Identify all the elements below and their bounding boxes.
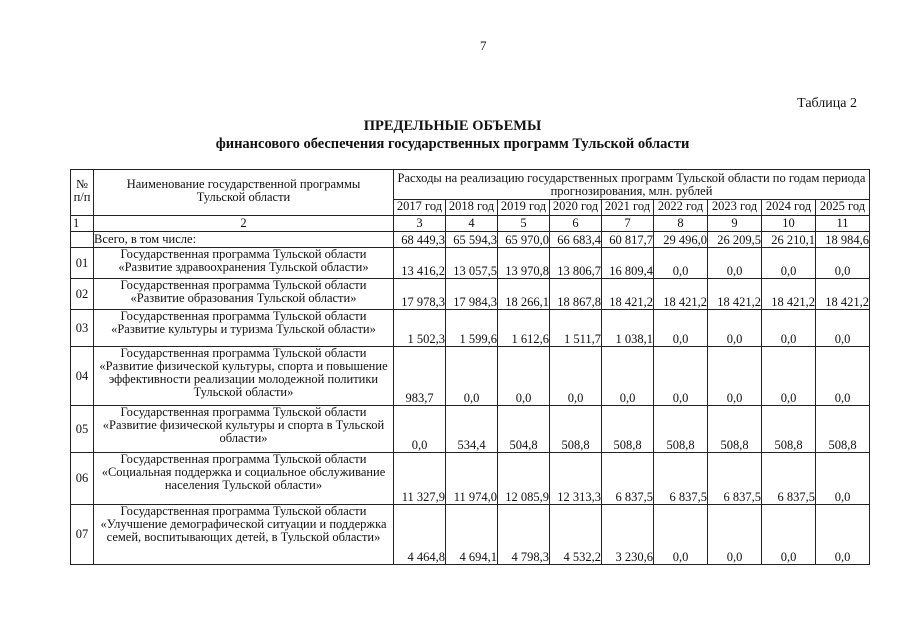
- program-value: 16 809,4: [602, 248, 654, 279]
- program-value: 983,7: [394, 347, 446, 406]
- year-header: 2018 год: [446, 200, 498, 216]
- program-value: 0,0: [816, 505, 870, 565]
- column-number-row: [71, 216, 870, 232]
- program-value: 508,8: [708, 406, 762, 453]
- column-number: 6: [550, 216, 602, 232]
- year-header: 2020 год: [550, 200, 602, 216]
- program-value: 13 806,7: [550, 248, 602, 279]
- program-value: 0,0: [550, 347, 602, 406]
- program-value: 6 837,5: [708, 453, 762, 505]
- program-value: 18 867,8: [550, 279, 602, 310]
- program-name: Государственная программа Тульской области «Развитие образования Тульской области»: [94, 279, 394, 310]
- header-expenses: Расходы на реализацию государственных программ Тульской области по годам периода прогнозирования, млн. рублей: [394, 170, 870, 200]
- program-value: 508,8: [602, 406, 654, 453]
- program-value: 1 599,6: [446, 310, 498, 347]
- column-number: 3: [394, 216, 446, 232]
- program-value: 0,0: [816, 453, 870, 505]
- header-name: Наименование государственной программы Тульской области: [94, 170, 394, 216]
- program-row: [71, 453, 870, 505]
- program-value: 0,0: [708, 310, 762, 347]
- program-value: 4 694,1: [446, 505, 498, 565]
- total-value: 29 496,0: [654, 232, 708, 248]
- column-number: 11: [816, 216, 870, 232]
- year-header: 2019 год: [498, 200, 550, 216]
- table-label: Таблица 2: [797, 96, 857, 111]
- program-value: 0,0: [762, 310, 816, 347]
- column-number: 5: [498, 216, 550, 232]
- document-title: ПРЕДЕЛЬНЫЕ ОБЪЕМЫ: [363, 118, 542, 134]
- program-name: Государственная программа Тульской области «Развитие культуры и туризма Тульской области»: [94, 310, 394, 347]
- document-subtitle: финансового обеспечения государственных программ Тульской области: [215, 136, 690, 152]
- program-name: Государственная программа Тульской области «Развитие физической культуры и спорта в Тульской области»: [94, 406, 394, 453]
- total-label: Всего, в том числе:: [94, 232, 394, 248]
- program-value: 6 837,5: [602, 453, 654, 505]
- program-value: 4 798,3: [498, 505, 550, 565]
- program-value: 13 057,5: [446, 248, 498, 279]
- program-code: 06: [71, 453, 94, 505]
- program-value: 0,0: [762, 347, 816, 406]
- program-value: 17 978,3: [394, 279, 446, 310]
- program-value: 13 970,8: [498, 248, 550, 279]
- column-number: 8: [654, 216, 708, 232]
- program-value: 0,0: [708, 347, 762, 406]
- column-number: 7: [602, 216, 654, 232]
- page-number: 7: [480, 38, 487, 53]
- program-value: 0,0: [708, 505, 762, 565]
- total-value: 68 449,3: [394, 232, 446, 248]
- column-number: 10: [762, 216, 816, 232]
- program-row: [71, 310, 870, 347]
- program-value: 11 974,0: [446, 453, 498, 505]
- total-value: 66 683,4: [550, 232, 602, 248]
- total-value: 18 984,6: [816, 232, 870, 248]
- program-code: 02: [71, 279, 94, 310]
- program-code: 01: [71, 248, 94, 279]
- program-value: 18 421,2: [654, 279, 708, 310]
- program-value: 6 837,5: [762, 453, 816, 505]
- program-value: 18 421,2: [602, 279, 654, 310]
- program-value: 0,0: [816, 248, 870, 279]
- program-value: 508,8: [762, 406, 816, 453]
- program-row: [71, 248, 870, 279]
- program-code: 05: [71, 406, 94, 453]
- program-value: 0,0: [708, 248, 762, 279]
- program-name: Государственная программа Тульской области «Развитие физической культуры, спорта и повышение эффективности реализации молодежной политики Тульской области»: [94, 347, 394, 406]
- program-value: 11 327,9: [394, 453, 446, 505]
- program-value: 1 511,7: [550, 310, 602, 347]
- program-value: 0,0: [654, 248, 708, 279]
- total-code: [71, 232, 94, 248]
- program-value: 18 266,1: [498, 279, 550, 310]
- year-header: 2022 год: [654, 200, 708, 216]
- program-row: [71, 505, 870, 565]
- program-row: [71, 347, 870, 406]
- program-code: 03: [71, 310, 94, 347]
- year-header: 2021 год: [602, 200, 654, 216]
- program-row: [71, 279, 870, 310]
- program-value: 6 837,5: [654, 453, 708, 505]
- program-rows: [71, 248, 870, 565]
- program-name: Государственная программа Тульской области «Улучшение демографической ситуации и поддержка семей, воспитывающих детей, в Тульской области»: [94, 505, 394, 565]
- program-value: 0,0: [498, 347, 550, 406]
- program-value: 0,0: [762, 248, 816, 279]
- program-code: 04: [71, 347, 94, 406]
- program-value: 508,8: [550, 406, 602, 453]
- year-header: 2017 год: [394, 200, 446, 216]
- total-value: 26 209,5: [708, 232, 762, 248]
- budget-table: [70, 169, 870, 565]
- total-value: 65 970,0: [498, 232, 550, 248]
- program-name: Государственная программа Тульской области «Социальная поддержка и социальное обслуживание населения Тульской области»: [94, 453, 394, 505]
- program-row: [71, 406, 870, 453]
- program-value: 0,0: [816, 310, 870, 347]
- program-value: 508,8: [654, 406, 708, 453]
- program-value: 18 421,2: [708, 279, 762, 310]
- total-value: 26 210,1: [762, 232, 816, 248]
- program-value: 0,0: [446, 347, 498, 406]
- program-value: 18 421,2: [762, 279, 816, 310]
- header-num: № п/п: [71, 170, 94, 216]
- program-value: 0,0: [654, 310, 708, 347]
- year-header: 2024 год: [762, 200, 816, 216]
- program-value: 0,0: [762, 505, 816, 565]
- program-value: 0,0: [654, 347, 708, 406]
- column-number: 2: [94, 216, 394, 232]
- column-number: 9: [708, 216, 762, 232]
- total-value: 65 594,3: [446, 232, 498, 248]
- column-number: 1: [71, 216, 94, 232]
- program-value: 18 421,2: [816, 279, 870, 310]
- program-value: 17 984,3: [446, 279, 498, 310]
- program-value: 1 502,3: [394, 310, 446, 347]
- program-value: 534,4: [446, 406, 498, 453]
- total-row: [71, 232, 870, 248]
- program-value: 504,8: [498, 406, 550, 453]
- program-value: 0,0: [654, 505, 708, 565]
- program-value: 3 230,6: [602, 505, 654, 565]
- column-number: 4: [446, 216, 498, 232]
- program-value: 0,0: [394, 406, 446, 453]
- program-name: Государственная программа Тульской области «Развитие здравоохранения Тульской области»: [94, 248, 394, 279]
- program-value: 12 085,9: [498, 453, 550, 505]
- year-header: 2023 год: [708, 200, 762, 216]
- program-value: 4 532,2: [550, 505, 602, 565]
- program-value: 508,8: [816, 406, 870, 453]
- program-value: 1 038,1: [602, 310, 654, 347]
- program-value: 1 612,6: [498, 310, 550, 347]
- program-value: 0,0: [816, 347, 870, 406]
- program-value: 0,0: [602, 347, 654, 406]
- year-header: 2025 год: [816, 200, 870, 216]
- total-value: 60 817,7: [602, 232, 654, 248]
- program-value: 13 416,2: [394, 248, 446, 279]
- program-value: 12 313,3: [550, 453, 602, 505]
- program-value: 4 464,8: [394, 505, 446, 565]
- program-code: 07: [71, 505, 94, 565]
